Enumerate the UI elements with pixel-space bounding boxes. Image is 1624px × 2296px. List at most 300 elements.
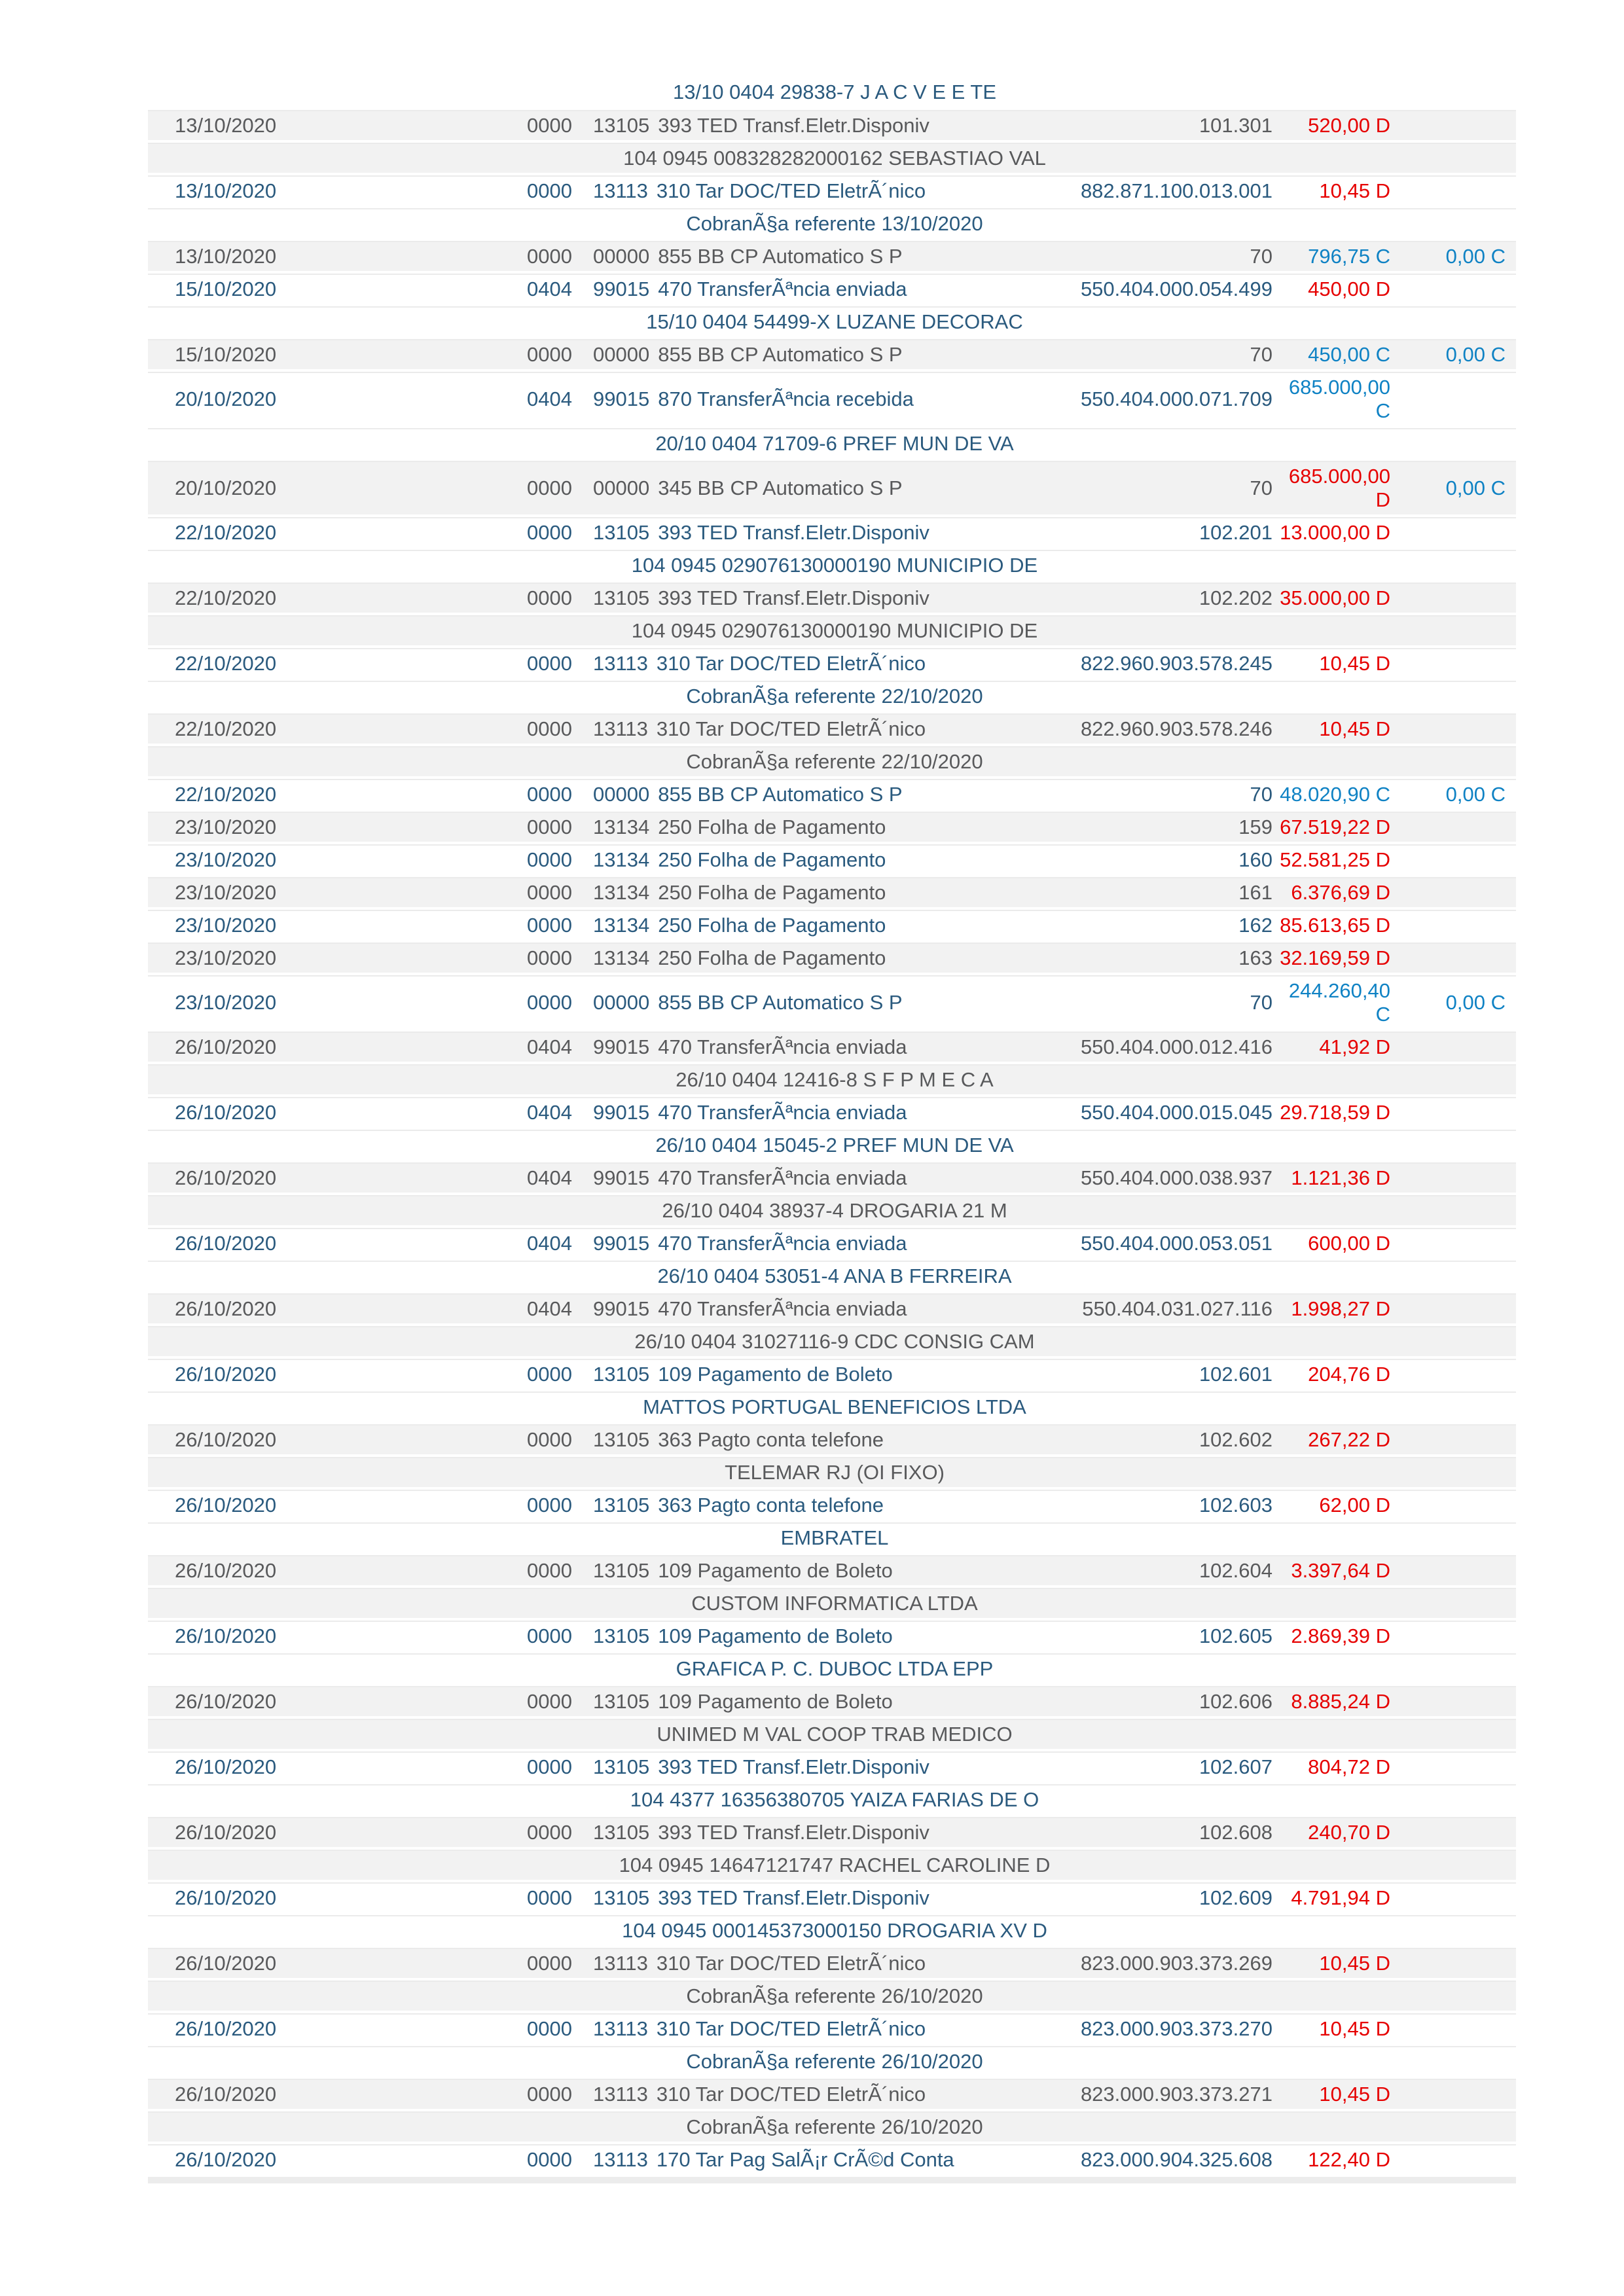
transaction-value: 450,00 D [1308, 278, 1390, 300]
transaction-document: 102.601 [1199, 1363, 1272, 1386]
transaction-description: 855 BB CP Automatico S P [658, 343, 903, 366]
transaction-branch: 0000 [527, 114, 572, 137]
transaction-description: 109 Pagamento de Boleto [658, 1624, 893, 1647]
transaction-row [148, 372, 1516, 425]
transaction-value: 10,45 D [1319, 179, 1390, 202]
transaction-date: 20/10/2020 [175, 387, 277, 410]
transaction-lot: 13134 [593, 848, 650, 871]
transaction-description: 310 Tar DOC/TED EletrÃ´nico [656, 179, 926, 202]
transaction-value: 685.000,00 D [1288, 465, 1390, 511]
transaction-detail-text: TELEMAR RJ (OI FIXO) [725, 1461, 945, 1484]
transaction-lot: 13113 [593, 1952, 648, 1975]
transaction-branch: 0000 [527, 881, 572, 904]
transaction-history [593, 816, 1076, 839]
transaction-document: 823.000.903.373.271 [1080, 2083, 1272, 2106]
transaction-date: 15/10/2020 [175, 343, 277, 366]
transaction-lot: 13105 [593, 1624, 650, 1647]
transaction-date: 26/10/2020 [175, 1886, 277, 1909]
transaction-row [148, 1031, 1516, 1062]
transaction-detail-row [148, 143, 1516, 173]
transaction-detail-text: 20/10 0404 71709-6 PREF MUN DE VA [655, 432, 1014, 455]
transaction-description: 109 Pagamento de Boleto [658, 1559, 893, 1582]
transaction-description: 470 TransferÃªncia enviada [658, 1101, 907, 1124]
transaction-lot: 99015 [593, 1297, 650, 1320]
transaction-row [148, 910, 1516, 940]
transaction-row [148, 517, 1516, 547]
transaction-value: 48.020,90 C [1280, 783, 1390, 806]
transaction-value: 35.000,00 D [1280, 586, 1390, 609]
transaction-history [593, 1690, 1076, 1713]
transaction-document: 102.609 [1199, 1886, 1272, 1909]
transaction-branch: 0000 [527, 1559, 572, 1582]
transaction-lot: 99015 [593, 387, 650, 410]
transaction-value: 450,00 C [1308, 343, 1390, 366]
transaction-balance: 0,00 C [1445, 476, 1506, 499]
transaction-lot: 13105 [593, 586, 650, 609]
transaction-row [148, 1686, 1516, 1716]
transaction-description: 250 Folha de Pagamento [658, 946, 886, 969]
transaction-branch: 0000 [527, 1755, 572, 1778]
transaction-detail-text: UNIMED M VAL COOP TRAB MEDICO [657, 1723, 1013, 1746]
transaction-document: 101.301 [1199, 114, 1272, 137]
transaction-lot: 13113 [593, 2017, 648, 2040]
transaction-history [593, 991, 1076, 1014]
transaction-row [148, 1162, 1516, 1193]
transaction-detail-text: 104 0945 008328282000162 SEBASTIAO VAL [623, 147, 1046, 170]
transaction-lot: 13113 [593, 652, 648, 675]
transaction-lot: 99015 [593, 1101, 650, 1124]
transaction-document: 161 [1238, 881, 1272, 904]
transaction-lot: 13113 [593, 2148, 648, 2171]
transaction-row [148, 1293, 1516, 1323]
transaction-description: 470 TransferÃªncia enviada [658, 278, 907, 300]
transaction-history [593, 476, 1076, 500]
transaction-row [148, 1424, 1516, 1454]
transaction-lot: 99015 [593, 278, 650, 300]
transaction-branch: 0000 [527, 2083, 572, 2106]
transaction-value: 6.376,69 D [1291, 881, 1390, 904]
transaction-document: 162 [1238, 914, 1272, 937]
transaction-history [593, 179, 1076, 203]
transaction-detail-row [148, 77, 1516, 107]
transaction-detail-text: 26/10 0404 38937-4 DROGARIA 21 M [662, 1199, 1007, 1222]
transaction-balance: 0,00 C [1445, 343, 1506, 366]
transaction-detail-text: 104 0945 029076130000190 MUNICIPIO DE [631, 554, 1038, 577]
transaction-detail-row [148, 1391, 1516, 1422]
transaction-detail-text: 26/10 0404 12416-8 S F P M E C A [676, 1068, 994, 1091]
transaction-description: 393 TED Transf.Eletr.Disponiv [658, 1821, 929, 1844]
transaction-branch: 0000 [527, 1494, 572, 1516]
bank-statement-table [148, 77, 1516, 2183]
transaction-date: 23/10/2020 [175, 946, 277, 969]
transaction-document: 159 [1238, 816, 1272, 838]
transaction-detail-text: 26/10 0404 15045-2 PREF MUN DE VA [655, 1134, 1014, 1157]
transaction-row [148, 1555, 1516, 1585]
transaction-history [593, 1166, 1076, 1190]
transaction-history [593, 1232, 1076, 1255]
transaction-detail-text: MATTOS PORTUGAL BENEFICIOS LTDA [643, 1395, 1026, 1418]
transaction-row [148, 877, 1516, 907]
transaction-detail-text: 13/10 0404 29838-7 J A C V E E TE [672, 81, 997, 103]
transaction-branch: 0000 [527, 1886, 572, 1909]
transaction-history [593, 586, 1076, 610]
transaction-history [593, 1035, 1076, 1059]
transaction-history [593, 2083, 1076, 2106]
transaction-row [148, 175, 1516, 206]
transaction-document: 550.404.000.012.416 [1080, 1035, 1272, 1058]
transaction-document: 823.000.903.373.270 [1080, 2017, 1272, 2040]
transaction-branch: 0000 [527, 848, 572, 871]
transaction-date: 23/10/2020 [175, 991, 277, 1014]
transaction-lot: 99015 [593, 1035, 650, 1058]
transaction-description: 870 TransferÃªncia recebida [658, 387, 914, 410]
transaction-detail-row [148, 1784, 1516, 1814]
transaction-detail-text: CobranÃ§a referente 26/10/2020 [686, 2050, 983, 2073]
transaction-branch: 0404 [527, 1232, 572, 1255]
transaction-branch: 0404 [527, 1297, 572, 1320]
transaction-document: 823.000.904.325.608 [1080, 2148, 1272, 2171]
transaction-document: 550.404.000.071.709 [1080, 387, 1272, 410]
transaction-value: 10,45 D [1319, 652, 1390, 675]
transaction-detail-row [148, 428, 1516, 458]
transaction-row [148, 975, 1516, 1029]
transaction-description: 250 Folha de Pagamento [658, 914, 886, 937]
transaction-description: 393 TED Transf.Eletr.Disponiv [658, 1886, 929, 1909]
transaction-branch: 0000 [527, 717, 572, 740]
transaction-date: 15/10/2020 [175, 278, 277, 300]
transaction-date: 20/10/2020 [175, 476, 277, 499]
transaction-lot: 13134 [593, 816, 650, 838]
transaction-document: 102.604 [1199, 1559, 1272, 1582]
transaction-description: 310 Tar DOC/TED EletrÃ´nico [656, 652, 926, 675]
transaction-lot: 00000 [593, 343, 650, 366]
transaction-document: 70 [1250, 783, 1272, 806]
transaction-value: 10,45 D [1319, 717, 1390, 740]
transaction-lot: 13105 [593, 521, 650, 544]
transaction-lot: 13113 [593, 179, 648, 202]
transaction-row [148, 274, 1516, 304]
transaction-history [593, 881, 1076, 905]
transaction-date: 26/10/2020 [175, 1166, 277, 1189]
transaction-detail-text: CobranÃ§a referente 13/10/2020 [686, 212, 983, 235]
transaction-detail-row [148, 1653, 1516, 1683]
transaction-branch: 0000 [527, 1428, 572, 1451]
transaction-detail-row [148, 1064, 1516, 1094]
transaction-history [593, 1297, 1076, 1321]
transaction-description: 109 Pagamento de Boleto [658, 1363, 893, 1386]
transaction-lot: 99015 [593, 1232, 650, 1255]
transaction-date: 13/10/2020 [175, 114, 277, 137]
transaction-branch: 0000 [527, 914, 572, 937]
transaction-value: 804,72 D [1308, 1755, 1390, 1778]
transaction-history [593, 2017, 1076, 2041]
transaction-history [593, 717, 1076, 741]
transaction-row [148, 713, 1516, 744]
transaction-description: 310 Tar DOC/TED EletrÃ´nico [656, 1952, 926, 1975]
transaction-document: 882.871.100.013.001 [1080, 179, 1272, 202]
transaction-detail-text: 104 0945 000145373000150 DROGARIA XV D [622, 1919, 1047, 1942]
transaction-date: 26/10/2020 [175, 2148, 277, 2171]
transaction-detail-row [148, 1457, 1516, 1487]
transaction-detail-text: GRAFICA P. C. DUBOC LTDA EPP [676, 1657, 994, 1680]
transaction-lot: 00000 [593, 245, 650, 268]
transaction-row [148, 1817, 1516, 1847]
transaction-detail-row [148, 1850, 1516, 1880]
transaction-branch: 0000 [527, 476, 572, 499]
transaction-description: 470 TransferÃªncia enviada [658, 1035, 907, 1058]
transaction-branch: 0000 [527, 1624, 572, 1647]
transaction-date: 13/10/2020 [175, 245, 277, 268]
transaction-date: 26/10/2020 [175, 1559, 277, 1582]
transaction-lot: 00000 [593, 783, 650, 806]
transaction-row [148, 2013, 1516, 2043]
transaction-description: 855 BB CP Automatico S P [658, 783, 903, 806]
transaction-history [593, 114, 1076, 137]
transaction-description: 393 TED Transf.Eletr.Disponiv [658, 1755, 929, 1778]
transaction-detail-row [148, 615, 1516, 645]
transaction-date: 26/10/2020 [175, 1297, 277, 1320]
transaction-branch: 0000 [527, 816, 572, 838]
transaction-description: 250 Folha de Pagamento [658, 816, 886, 838]
transaction-detail-text: 26/10 0404 31027116-9 CDC CONSIG CAM [634, 1330, 1035, 1353]
transaction-detail-row [148, 1719, 1516, 1749]
transaction-lot: 13105 [593, 1494, 650, 1516]
transaction-row [148, 942, 1516, 973]
transaction-lot: 13134 [593, 946, 650, 969]
transaction-detail-text: 104 0945 029076130000190 MUNICIPIO DE [631, 619, 1038, 642]
transaction-branch: 0404 [527, 1166, 572, 1189]
transaction-detail-row [148, 2046, 1516, 2076]
transaction-document: 102.201 [1199, 521, 1272, 544]
transaction-value: 685.000,00 C [1288, 376, 1390, 422]
transaction-date: 22/10/2020 [175, 521, 277, 544]
transaction-date: 22/10/2020 [175, 717, 277, 740]
transaction-detail-row [148, 1588, 1516, 1618]
transaction-value: 122,40 D [1308, 2148, 1390, 2171]
transaction-history [593, 245, 1076, 268]
transaction-document: 160 [1238, 848, 1272, 871]
transaction-detail-row [148, 1195, 1516, 1225]
transaction-document: 102.202 [1199, 586, 1272, 609]
transaction-document: 550.404.000.038.937 [1080, 1166, 1272, 1189]
transaction-history [593, 652, 1076, 675]
transaction-detail-row [148, 1522, 1516, 1552]
transaction-row [148, 812, 1516, 842]
transaction-history [593, 521, 1076, 545]
transaction-branch: 0000 [527, 179, 572, 202]
transaction-date: 23/10/2020 [175, 914, 277, 937]
transaction-lot: 13105 [593, 1559, 650, 1582]
transaction-description: 393 TED Transf.Eletr.Disponiv [658, 114, 929, 137]
transaction-value: 4.791,94 D [1291, 1886, 1390, 1909]
transaction-value: 52.581,25 D [1280, 848, 1390, 871]
transaction-description: 470 TransferÃªncia enviada [658, 1166, 907, 1189]
transaction-lot: 13134 [593, 881, 650, 904]
transaction-date: 13/10/2020 [175, 179, 277, 202]
transaction-history [593, 2148, 1076, 2172]
transaction-row [148, 241, 1516, 271]
transaction-history [593, 1428, 1076, 1452]
transaction-row [148, 1948, 1516, 1978]
transaction-row [148, 648, 1516, 678]
transaction-date: 22/10/2020 [175, 783, 277, 806]
transaction-history [593, 1363, 1076, 1386]
transaction-document: 550.404.000.015.045 [1080, 1101, 1272, 1124]
transaction-row [148, 1097, 1516, 1127]
transaction-lot: 00000 [593, 476, 650, 499]
transaction-row [148, 844, 1516, 874]
transaction-description: 345 BB CP Automatico S P [658, 476, 903, 499]
transaction-document: 102.606 [1199, 1690, 1272, 1713]
transaction-row [148, 1621, 1516, 1651]
transaction-branch: 0000 [527, 652, 572, 675]
transaction-document: 102.607 [1199, 1755, 1272, 1778]
transaction-row [148, 461, 1516, 514]
transaction-date: 22/10/2020 [175, 586, 277, 609]
transaction-value: 244.260,40 C [1288, 979, 1390, 1026]
transaction-history [593, 387, 1076, 411]
transaction-history [593, 1494, 1076, 1517]
transaction-date: 23/10/2020 [175, 848, 277, 871]
transaction-history [593, 946, 1076, 970]
transaction-value: 10,45 D [1319, 2083, 1390, 2106]
transaction-history [593, 278, 1076, 301]
transaction-value: 1.998,27 D [1291, 1297, 1390, 1320]
transaction-detail-row [148, 208, 1516, 238]
transaction-branch: 0000 [527, 521, 572, 544]
transaction-value: 267,22 D [1308, 1428, 1390, 1451]
transaction-detail-text: CobranÃ§a referente 26/10/2020 [686, 1984, 983, 2007]
transaction-branch: 0000 [527, 1952, 572, 1975]
transaction-value: 67.519,22 D [1280, 816, 1390, 838]
transaction-branch: 0000 [527, 2148, 572, 2171]
transaction-balance: 0,00 C [1445, 245, 1506, 268]
transaction-value: 796,75 C [1308, 245, 1390, 268]
transaction-history [593, 1952, 1076, 1975]
transaction-date: 26/10/2020 [175, 1428, 277, 1451]
transaction-document: 822.960.903.578.246 [1080, 717, 1272, 740]
transaction-description: 855 BB CP Automatico S P [658, 991, 903, 1014]
transaction-value: 13.000,00 D [1280, 521, 1390, 544]
transaction-history [593, 1821, 1076, 1844]
transaction-lot: 13113 [593, 2083, 648, 2106]
transaction-row [148, 1228, 1516, 1258]
transaction-history [593, 1101, 1076, 1124]
transaction-value: 29.718,59 D [1280, 1101, 1390, 1124]
transaction-date: 26/10/2020 [175, 1232, 277, 1255]
transaction-history [593, 343, 1076, 367]
transaction-document: 550.404.000.053.051 [1080, 1232, 1272, 1255]
transaction-lot: 13105 [593, 1755, 650, 1778]
transaction-detail-row [148, 2111, 1516, 2142]
transaction-balance: 0,00 C [1445, 783, 1506, 806]
transaction-branch: 0000 [527, 1363, 572, 1386]
transaction-detail-row [148, 1261, 1516, 1291]
transaction-document: 822.960.903.578.245 [1080, 652, 1272, 675]
transaction-value: 41,92 D [1319, 1035, 1390, 1058]
transaction-row [148, 339, 1516, 369]
transaction-description: 470 TransferÃªncia enviada [658, 1232, 907, 1255]
transaction-row [148, 2144, 1516, 2174]
transaction-branch: 0000 [527, 991, 572, 1014]
transaction-detail-row [148, 306, 1516, 336]
transaction-value: 62,00 D [1319, 1494, 1390, 1516]
transaction-lot: 13105 [593, 1363, 650, 1386]
transaction-date: 26/10/2020 [175, 1821, 277, 1844]
transaction-lot: 99015 [593, 1166, 650, 1189]
transaction-branch: 0000 [527, 946, 572, 969]
transaction-history [593, 848, 1076, 872]
transaction-date: 23/10/2020 [175, 816, 277, 838]
transaction-detail-text: EMBRATEL [780, 1526, 889, 1549]
transaction-detail-text: 104 0945 14647121747 RACHEL CAROLINE D [619, 1854, 1051, 1876]
transaction-value: 10,45 D [1319, 1952, 1390, 1975]
transaction-row [148, 1490, 1516, 1520]
transaction-row [148, 2079, 1516, 2109]
transaction-branch: 0404 [527, 1101, 572, 1124]
transaction-description: 250 Folha de Pagamento [658, 848, 886, 871]
transaction-balance: 0,00 C [1445, 991, 1506, 1014]
transaction-description: 855 BB CP Automatico S P [658, 245, 903, 268]
transaction-date: 26/10/2020 [175, 1690, 277, 1713]
transaction-description: 393 TED Transf.Eletr.Disponiv [658, 521, 929, 544]
transaction-document: 163 [1238, 946, 1272, 969]
transaction-history [593, 1559, 1076, 1583]
transaction-description: 393 TED Transf.Eletr.Disponiv [658, 586, 929, 609]
transaction-branch: 0404 [527, 387, 572, 410]
transaction-document: 102.603 [1199, 1494, 1272, 1516]
transaction-row [148, 1359, 1516, 1389]
transaction-row [148, 1751, 1516, 1782]
transaction-row [148, 1882, 1516, 1912]
transaction-description: 170 Tar Pag SalÃ¡r CrÃ©d Conta [656, 2148, 954, 2171]
transaction-lot: 13105 [593, 1821, 650, 1844]
transaction-branch: 0000 [527, 1690, 572, 1713]
transaction-date: 26/10/2020 [175, 1624, 277, 1647]
transaction-detail-row [148, 1915, 1516, 1945]
transaction-history [593, 783, 1076, 806]
transaction-value: 1.121,36 D [1291, 1166, 1390, 1189]
transaction-document: 550.404.031.027.116 [1082, 1297, 1272, 1320]
transaction-description: 310 Tar DOC/TED EletrÃ´nico [656, 2017, 926, 2040]
transaction-document: 70 [1250, 991, 1272, 1014]
transaction-value: 2.869,39 D [1291, 1624, 1390, 1647]
transaction-detail-text: 15/10 0404 54499-X LUZANE DECORAC [646, 310, 1023, 333]
transaction-detail-text: CUSTOM INFORMATICA LTDA [691, 1592, 978, 1615]
transaction-detail-text: CobranÃ§a referente 22/10/2020 [686, 750, 983, 773]
transaction-document: 102.608 [1199, 1821, 1272, 1844]
transaction-history [593, 1624, 1076, 1648]
transaction-detail-row [148, 550, 1516, 580]
transaction-branch: 0000 [527, 2017, 572, 2040]
transaction-document: 823.000.903.373.269 [1080, 1952, 1272, 1975]
transaction-value: 10,45 D [1319, 2017, 1390, 2040]
transaction-row [148, 110, 1516, 140]
transaction-history [593, 1755, 1076, 1779]
transaction-lot: 13105 [593, 1886, 650, 1909]
transaction-date: 26/10/2020 [175, 1363, 277, 1386]
transaction-value: 3.397,64 D [1291, 1559, 1390, 1582]
transaction-lot: 13105 [593, 114, 650, 137]
transaction-history [593, 1886, 1076, 1910]
transaction-branch: 0000 [527, 343, 572, 366]
transaction-document: 102.605 [1199, 1624, 1272, 1647]
transaction-document: 70 [1250, 245, 1272, 268]
transaction-description: 109 Pagamento de Boleto [658, 1690, 893, 1713]
transaction-document: 550.404.000.054.499 [1080, 278, 1272, 300]
transaction-detail-row [148, 1326, 1516, 1356]
transaction-branch: 0000 [527, 245, 572, 268]
